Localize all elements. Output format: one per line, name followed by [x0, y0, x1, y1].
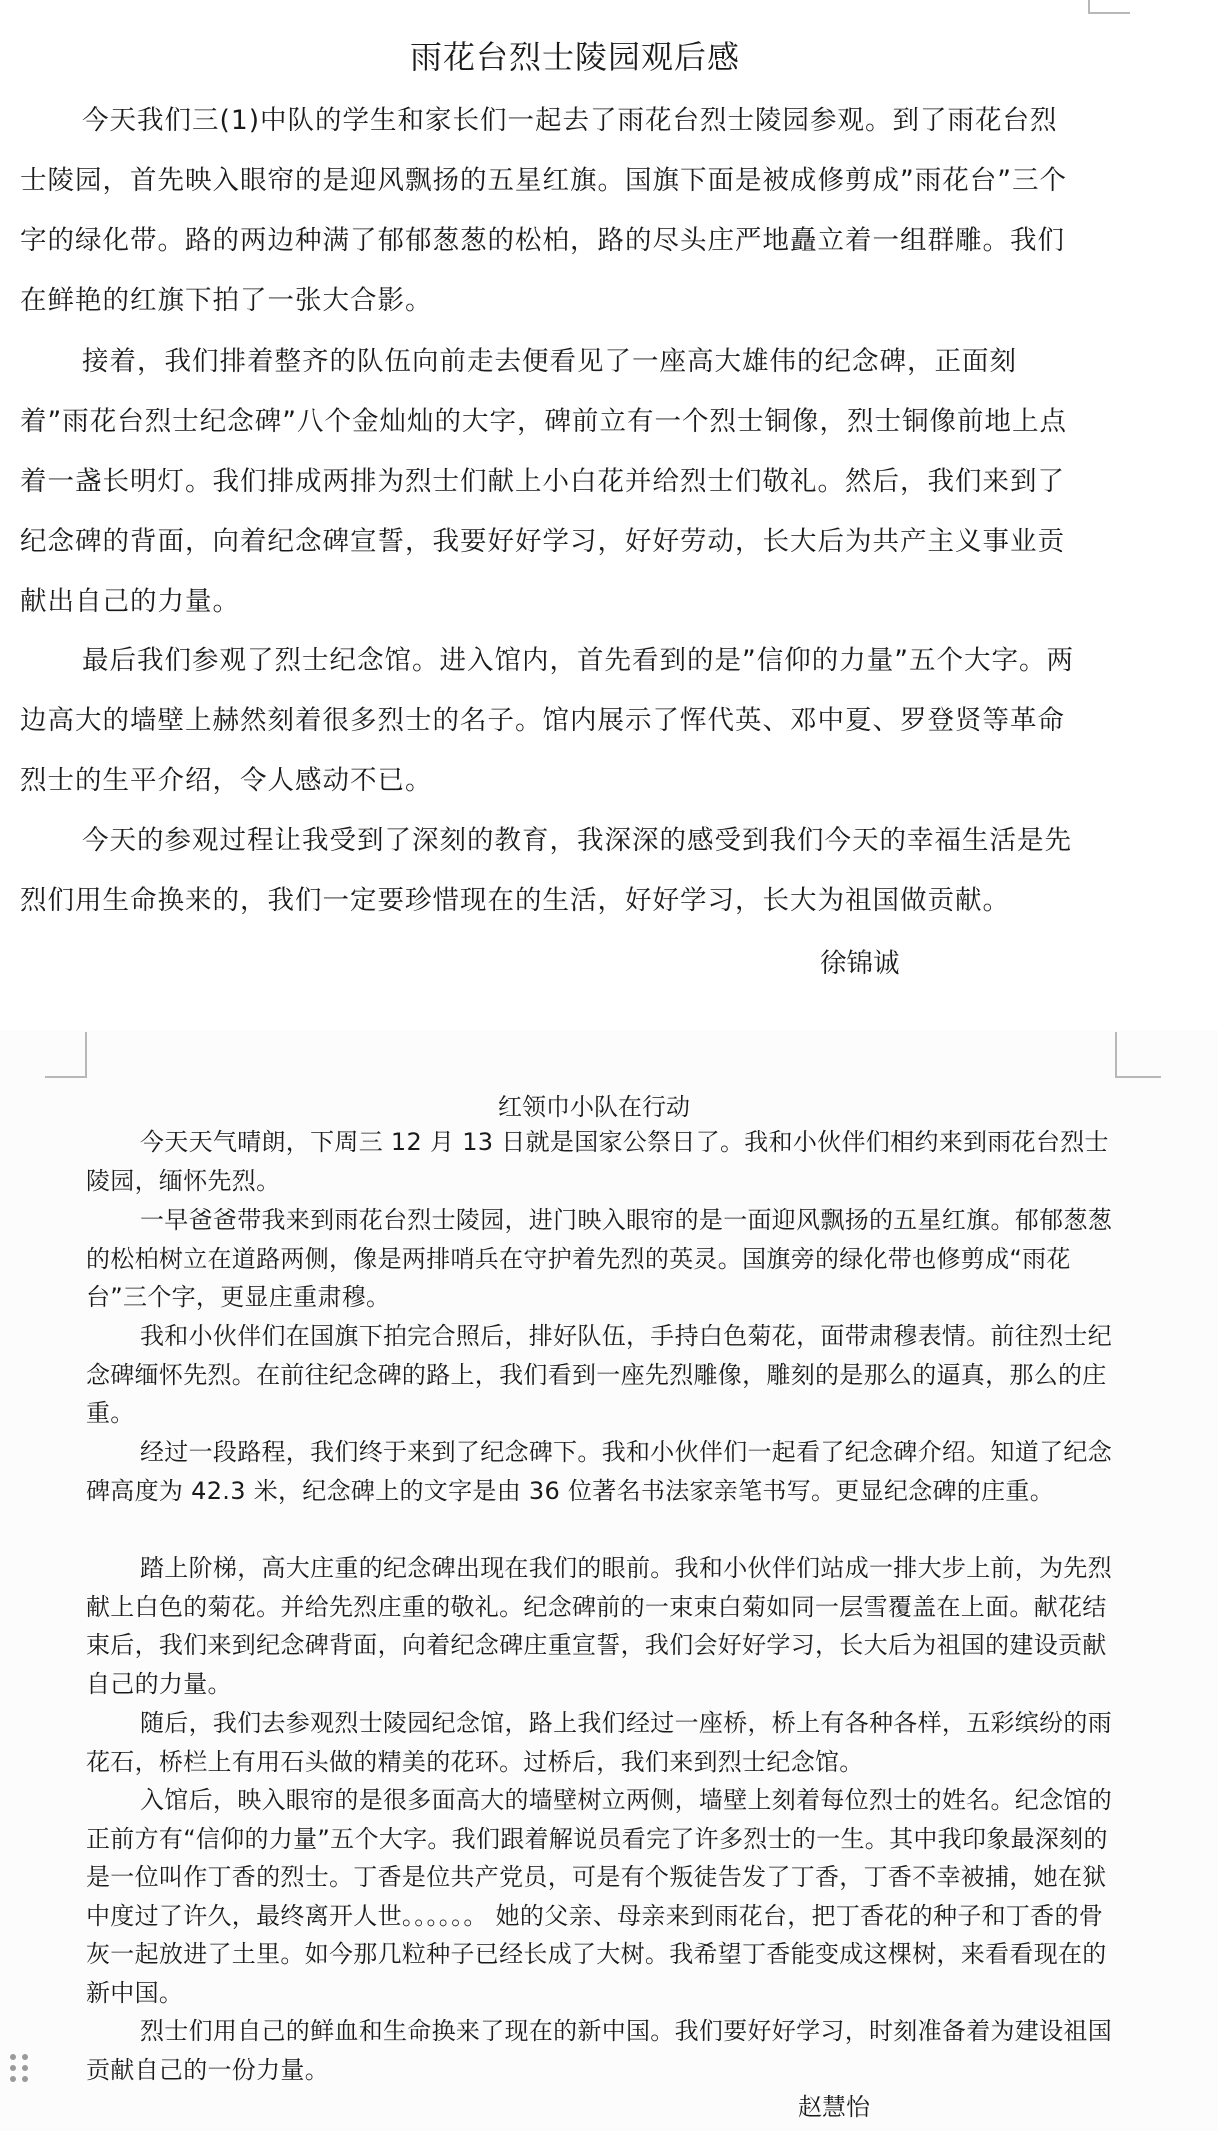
essay-2-paragraph-7: 入馆后，映入眼帘的是很多面高大的墙壁树立两侧，墙壁上刻着每位烈士的姓名。纪念馆的正前方有“信仰的力量”五个大字。我们跟着解说员看完了许多烈士的一生。其中我印象最深刻的是一位叫作丁香的烈士。丁香是位共产党员，可是有个叛徒告发了丁香，丁香不幸被捕，她在狱中度过了许久，最终离开人世。。。。。。 她的父亲、母亲来到雨花台，把丁香花的种子和丁香的骨灰一起放进了土里。如今那几粒种子已经长成了大树。我希望丁香能变成这棵树，来看看现在的新中国。 [86, 1786, 1112, 2007]
drag-dot [10, 2065, 16, 2071]
essay-1-paragraph-1: 今天我们三(1)中队的学生和家长们一起去了雨花台烈士陵园参观。到了雨花台烈士陵园，首先映入眼帘的是迎风飘扬的五星红旗。国旗下面是被成修剪成”雨花台”三个字的绿化带。路的两边种满了郁郁葱葱的松柏，路的尽头庄严地矗立着一组群雕。我们在鲜艳的红旗下拍了一张大合影。 [20, 105, 1067, 316]
drag-handle-icon[interactable] [10, 2054, 32, 2086]
essay-2-paragraph-8: 烈士们用自己的鲜血和生命换来了现在的新中国。我们要好好学习，时刻准备着为建设祖国贡献自己的一份力量。 [86, 2017, 1112, 2084]
essay-1-author: 徐锦诚 [820, 948, 900, 979]
essay-2-paragraph-6: 随后，我们去参观烈士陵园纪念馆，路上我们经过一座桥，桥上有各种各样，五彩缤纷的雨花石，桥栏上有用石头做的精美的花环。过桥后，我们来到烈士纪念馆。 [86, 1709, 1112, 1776]
crop-mark-top-left [45, 1032, 87, 1078]
drag-dot [22, 2054, 28, 2060]
essay-1-paragraph-4: 今天的参观过程让我受到了深刻的教育，我深深的感受到我们今天的幸福生活是先烈们用生命换来的，我们一定要珍惜现在的生活，好好学习，长大为祖国做贡献。 [20, 825, 1072, 916]
essay-2-paragraph-1: 今天天气晴朗，下周三 12 月 13 日就是国家公祭日了。我和小伙伴们相约来到雨花台烈士陵园，缅怀先烈。 [86, 1128, 1109, 1195]
essay-2-paragraph-4: 经过一段路程，我们终于来到了纪念碑下。我和小伙伴们一起看了纪念碑介绍。知道了纪念碑高度为 42.3 米，纪念碑上的文字是由 36 位著名书法家亲笔书写。更显纪念碑的庄重。 [86, 1438, 1112, 1505]
essay-2-author: 赵慧怡 [798, 2093, 870, 2121]
crop-mark-top-right [1115, 1032, 1161, 1078]
crop-mark-top-right [1088, 0, 1130, 14]
essay-2-title: 红领巾小队在行动 [498, 1093, 690, 1121]
essay-2-paragraph-2: 一早爸爸带我来到雨花台烈士陵园，进门映入眼帘的是一面迎风飘扬的五星红旗。郁郁葱葱的松柏树立在道路两侧，像是两排哨兵在守护着先烈的英灵。国旗旁的绿化带也修剪成“雨花台”三个字，更显庄重肃穆。 [86, 1206, 1112, 1311]
essay-2-paragraph-3: 我和小伙伴们在国旗下拍完合照后，排好队伍，手持白色菊花，面带肃穆表情。前往烈士纪念碑缅怀先烈。在前往纪念碑的路上，我们看到一座先烈雕像，雕刻的是那么的逼真，那么的庄重。 [86, 1322, 1112, 1427]
essay-1-paragraph-3: 最后我们参观了烈士纪念馆。进入馆内，首先看到的是”信仰的力量”五个大字。两边高大的墙壁上赫然刻着很多烈士的名子。馆内展示了恽代英、邓中夏、罗登贤等革命烈士的生平介绍，令人感动不已。 [20, 645, 1074, 796]
essay-2-paragraph-5: 踏上阶梯，高大庄重的纪念碑出现在我们的眼前。我和小伙伴们站成一排大步上前，为先烈献上白色的菊花。并给先烈庄重的敬礼。纪念碑前的一束束白菊如同一层雪覆盖在上面。献花结束后，我们来到纪念碑背面，向着纪念碑庄重宣誓，我们会好好学习，长大后为祖国的建设贡献自己的力量。 [86, 1554, 1112, 1698]
document-page-2 [0, 1030, 1218, 2131]
drag-dot [10, 2054, 16, 2060]
drag-dot [22, 2076, 28, 2082]
drag-dot [10, 2076, 16, 2082]
essay-1-title: 雨花台烈士陵园观后感 [410, 38, 741, 76]
essay-1-paragraph-2: 接着，我们排着整齐的队伍向前走去便看见了一座高大雄伟的纪念碑，正面刻着”雨花台烈士纪念碑”八个金灿灿的大字，碑前立有一个烈士铜像，烈士铜像前地上点着一盏长明灯。我们排成两排为烈士们献上小白花并给烈士们敬礼。然后，我们来到了纪念碑的背面，向着纪念碑宣誓，我要好好学习，好好劳动，长大后为共产主义事业贡献出自己的力量。 [20, 346, 1067, 617]
drag-dot [22, 2065, 28, 2071]
document-page-1 [0, 0, 1218, 1030]
